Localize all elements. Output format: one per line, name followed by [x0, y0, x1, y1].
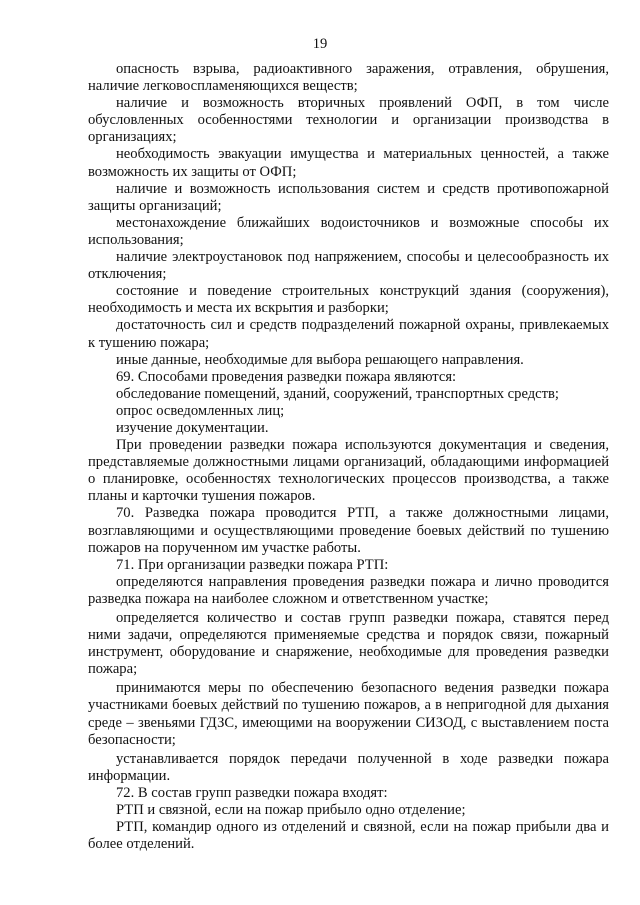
- paragraph: состояние и поведение строительных конструкций здания (сооружения), необходимость и места их вскрытия и разборки;: [88, 283, 609, 317]
- numbered-paragraph: 70. Разведка пожара проводится РТП, а также должностными лицами, возглавляющими и осуществляющими проведение боевых действий по тушению пожаров на порученном им участке работы.: [88, 505, 609, 556]
- numbered-paragraph: 71. При организации разведки пожара РТП:: [116, 556, 389, 573]
- paragraph: наличие электроустановок под напряжением, способы и целесообразность их отключения;: [88, 249, 609, 283]
- paragraph: иные данные, необходимые для выбора решающего направления.: [116, 351, 524, 368]
- paragraph: При проведении разведки пожара используются документация и сведения, представляемые должностными лицами организаций, обладающими информацией о планировке, особенностях технологических процессов производства, а также планы и карточки тушения пожаров.: [88, 437, 609, 505]
- paragraph: РТП и связной, если на пожар прибыло одно отделение;: [116, 802, 466, 819]
- paragraph: изучение документации.: [116, 419, 269, 436]
- paragraph: достаточность сил и средств подразделений пожарной охраны, привлекаемых к тушению пожара;: [88, 317, 609, 351]
- numbered-paragraph: 72. В состав групп разведки пожара входят:: [116, 784, 388, 801]
- paragraph: наличие и возможность вторичных проявлений ОФП, в том числе обусловленных особенностями технологии и организации производства в организациях;: [88, 95, 609, 146]
- page-number: 19: [312, 36, 328, 52]
- paragraph: устанавливается порядок передачи полученной в ходе разведки пожара информации.: [88, 750, 609, 784]
- paragraph: необходимость эвакуации имущества и материальных ценностей, а также возможность их защиты от ОФП;: [88, 146, 609, 180]
- paragraph: определяется количество и состав групп разведки пожара, ставятся перед ними задачи, определяются применяемые средства и порядок связи, пожарный инструмент, оборудование и снаряжение, необходимые для проведения разведки пожара;: [88, 610, 609, 678]
- document-body: [88, 61, 609, 853]
- paragraph: РТП, командир одного из отделений и связной, если на пожар прибыли два и более отделений.: [88, 819, 609, 853]
- numbered-paragraph: 69. Способами проведения разведки пожара являются:: [116, 368, 457, 385]
- paragraph: опрос осведомленных лиц;: [116, 402, 285, 419]
- paragraph: определяются направления проведения разведки пожара и лично проводится разведка пожара на наиболее сложном и ответственном участке;: [88, 573, 609, 607]
- paragraph: принимаются меры по обеспечению безопасного ведения разведки пожара участниками боевых действий по тушению пожаров, а в непригодной для дыхания среде – звеньями ГДЗС, имеющими на вооружении СИЗОД, с выставлением поста безопасности;: [88, 680, 609, 748]
- paragraph: обследование помещений, зданий, сооружений, транспортных средств;: [116, 385, 559, 402]
- paragraph: наличие и возможность использования систем и средств противопожарной защиты организаций;: [88, 180, 609, 214]
- paragraph: опасность взрыва, радиоактивного заражения, отравления, обрушения, наличие легковоспламеняющихся веществ;: [88, 61, 609, 95]
- paragraph: местонахождение ближайших водоисточников и возможные способы их использования;: [88, 214, 609, 248]
